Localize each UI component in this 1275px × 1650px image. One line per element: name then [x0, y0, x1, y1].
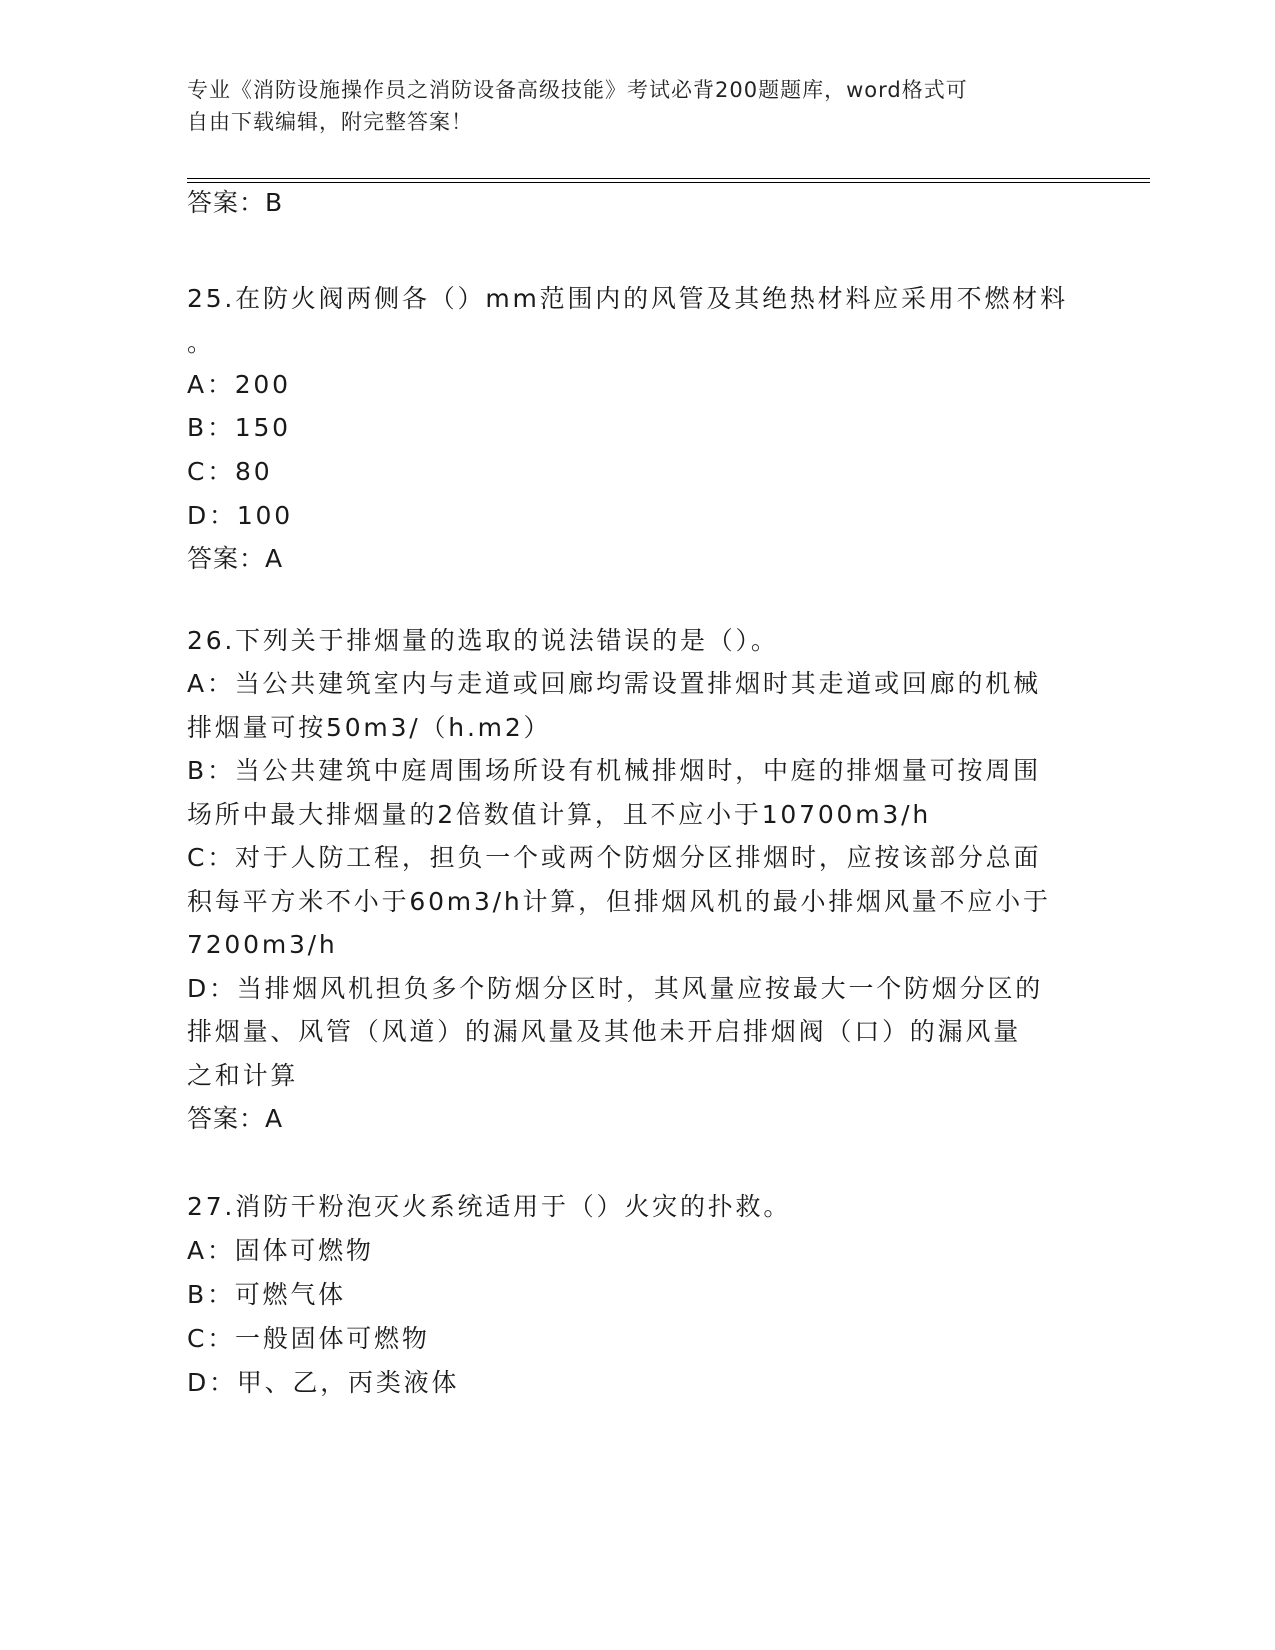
option-line: C：80	[187, 457, 273, 486]
header-divider	[187, 178, 1150, 183]
question-stem: 27.消防干粉泡灭火系统适用于（）火灾的扑救。	[187, 1192, 792, 1221]
option-line: D：当排烟风机担负多个防烟分区时，其风量应按最大一个防烟分区的	[187, 974, 1044, 1003]
option-line: C：一般固体可燃物	[187, 1324, 430, 1353]
header-line-1: 专业《消防设施操作员之消防设备高级技能》考试必背200题题库，word格式可	[187, 78, 968, 102]
header-line-2: 自由下载编辑，附完整答案！	[187, 110, 473, 134]
document-header	[187, 74, 1067, 138]
option-line: B：当公共建筑中庭周围场所设有机械排烟时，中庭的排烟量可按周围	[187, 756, 1041, 785]
question-stem-cont: 。	[187, 328, 215, 357]
option-line: 7200m3/h	[187, 930, 338, 959]
option-line: 之和计算	[187, 1061, 299, 1090]
question-stem: 26.下列关于排烟量的选取的说法错误的是（）。	[187, 626, 779, 655]
answer-line: 答案：A	[187, 1104, 284, 1133]
option-line: C：对于人防工程，担负一个或两个防烟分区排烟时，应按该部分总面	[187, 843, 1042, 872]
option-line: A：当公共建筑室内与走道或回廊均需设置排烟时其走道或回廊的机械	[187, 669, 1041, 698]
option-line: B：可燃气体	[187, 1280, 346, 1309]
option-line: 积每平方米不小于60m3/h计算，但排烟风机的最小排烟风量不应小于	[187, 887, 1051, 916]
option-line: B：150	[187, 413, 291, 442]
question-stem: 25.在防火阀两侧各（）mm范围内的风管及其绝热材料应采用不燃材料	[187, 284, 1068, 313]
option-line: D：甲、乙，丙类液体	[187, 1368, 460, 1397]
option-line: 排烟量可按50m3/（h.m2）	[187, 713, 552, 742]
answer-line: 答案：B	[187, 188, 284, 217]
option-line: D：100	[187, 501, 293, 530]
option-line: A：200	[187, 370, 291, 399]
option-line: 场所中最大排烟量的2倍数值计算，且不应小于10700m3/h	[187, 800, 931, 829]
option-line: A：固体可燃物	[187, 1236, 374, 1265]
answer-line: 答案：A	[187, 544, 284, 573]
option-line: 排烟量、风管（风道）的漏风量及其他未开启排烟阀（口）的漏风量	[187, 1017, 1022, 1046]
